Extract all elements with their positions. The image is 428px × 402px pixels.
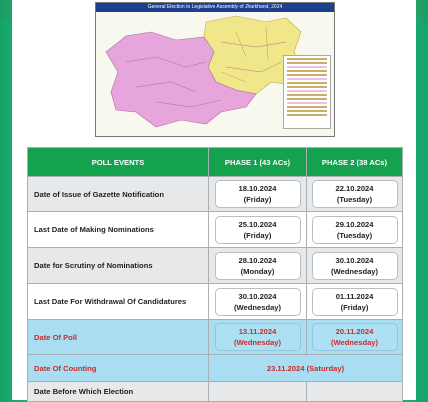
map-title: General Election to Legislative Assembly of Jharkhand, 2024 <box>96 3 334 12</box>
date-text: 28.10.2024 <box>238 255 277 265</box>
day-text: (Wednesday) <box>330 266 379 276</box>
day-text: (Tuesday) <box>336 230 373 240</box>
day-text: (Friday) <box>243 230 272 240</box>
date-text: 20.11.2024 <box>335 327 374 336</box>
date-text: 01.11.2024 <box>335 291 374 301</box>
poll-schedule-table <box>27 147 403 402</box>
event-name: Date Of Poll <box>28 320 209 355</box>
table-row-poll <box>28 320 403 355</box>
phase1-date-box <box>215 180 301 208</box>
date-text: 25.10.2024 <box>238 219 277 229</box>
phase2-date-box <box>312 180 398 208</box>
map-legend <box>283 55 331 129</box>
date-text: 18.10.2024 <box>238 184 277 193</box>
day-text: (Wednesday) <box>330 338 379 347</box>
table-header-row <box>28 148 403 177</box>
day-text: (Tuesday) <box>336 195 373 204</box>
header-phase-2: PHASE 2 (38 ACs) <box>307 148 403 177</box>
phase2-date-box <box>312 288 398 316</box>
event-name: Last Date of Making Nominations <box>28 212 209 248</box>
date-text: 30.10.2024 <box>238 291 277 301</box>
day-text: (Wednesday) <box>233 338 282 347</box>
table-row <box>28 382 403 402</box>
phase2-date-box <box>312 216 398 244</box>
table-row <box>28 212 403 248</box>
event-name: Date Before Which Election <box>28 382 209 402</box>
date-text: 29.10.2024 <box>335 219 374 229</box>
phase1-date-box <box>215 323 301 351</box>
phase1-date-box <box>215 288 301 316</box>
phase2-date-box <box>312 323 398 351</box>
day-text: (Monday) <box>240 266 275 276</box>
event-name: Date for Scrutiny of Nominations <box>28 248 209 284</box>
phase2-date-box <box>312 252 398 280</box>
event-name: Date Of Counting <box>28 355 209 382</box>
date-text: 22.10.2024 <box>335 184 374 193</box>
table-row <box>28 248 403 284</box>
day-text: (Friday) <box>340 302 369 312</box>
jharkhand-map <box>95 2 335 137</box>
day-text: (Friday) <box>243 195 272 204</box>
date-text: 30.10.2024 <box>335 255 374 265</box>
day-text: (Wednesday) <box>233 302 282 312</box>
header-phase-1: PHASE 1 (43 ACs) <box>209 148 307 177</box>
event-name: Date of Issue of Gazette Notification <box>28 177 209 212</box>
table-row <box>28 284 403 320</box>
phase1-date-box <box>215 252 301 280</box>
table-row <box>28 177 403 212</box>
counting-date: 23.11.2024 (Saturday) <box>209 355 403 382</box>
event-name: Last Date For Withdrawal Of Candidatures <box>28 284 209 320</box>
phase1-date-box <box>215 216 301 244</box>
header-poll-events: POLL EVENTS <box>28 148 209 177</box>
table-row-counting <box>28 355 403 382</box>
date-text: 13.11.2024 <box>238 327 277 336</box>
